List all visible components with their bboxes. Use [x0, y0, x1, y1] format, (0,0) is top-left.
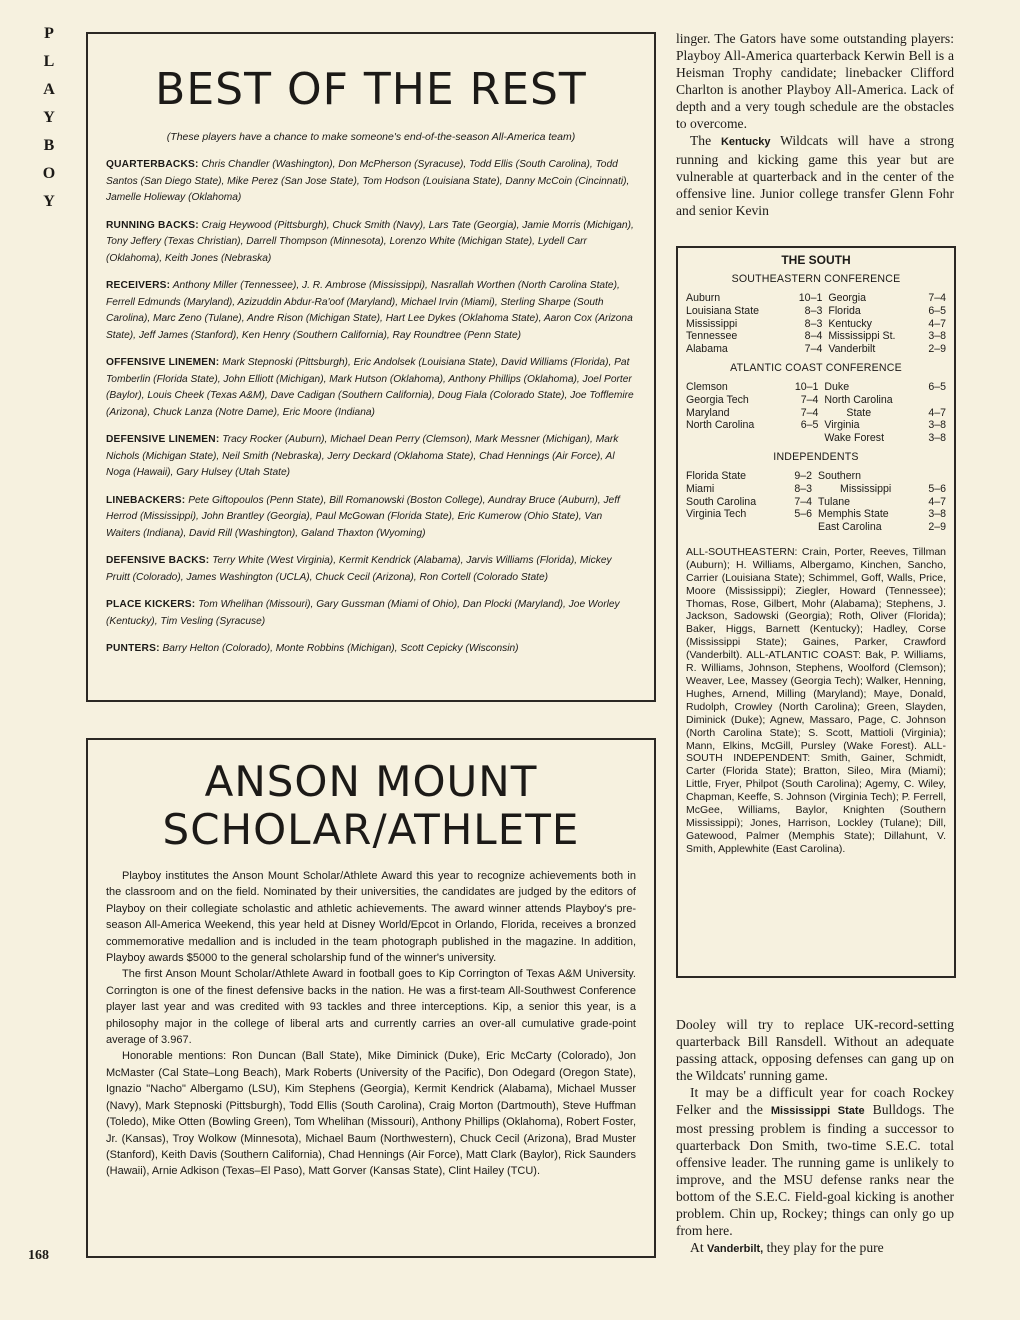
standings-row [686, 343, 946, 356]
team-record: 4–7 [928, 406, 946, 419]
conference-title: INDEPENDENTS [773, 450, 859, 463]
team-record: 8–3 [804, 317, 823, 330]
position-group [106, 278, 636, 344]
standings-row [686, 419, 946, 432]
team-name: Florida State [686, 469, 747, 482]
team-name: Tennessee [686, 330, 738, 343]
standings-row [686, 483, 946, 496]
standings-row [686, 508, 946, 521]
position-group [106, 493, 636, 543]
team-record: 7–4 [800, 406, 819, 419]
team-record: 7–4 [794, 495, 813, 508]
team-record: 4–7 [928, 317, 946, 330]
all-conference-list: ALL-SOUTHEASTERN: Crain, Porter, Reeves, Tillman (Auburn); H. Williams, Albergamo, Kinchen, Sancho, Carrier (Louisiana State); Schimmel, Goff, Walls, Price, Moore (Mississippi); Ziegler, Howard (Tennessee); Thomas, Rose, Gilbert, Mohr (Alabama); Stephens, J. Jackson, Sadowski (Georgia); Roth, Oliver (Florida); Baker, Higgs, Barnett (Kentucky); Hadley, Corse (Mississippi State); Gaines, Parker, Crawford (Vanderbilt). ALL-ATLANTIC COAST: Bak, P. Williams, R. Williams, Johnson, Stephens, Woolford (Clemson); Weaver, Lee, Massey (Georgia Tech); Walker, Henning, Hughes, Arnend, Milling (Maryland); Maye, Donald, Rudolph, Crowley (North Carolina); Green, Slayden, Diminick (Duke); Agnew, Massaro, Page, C. Johnson (North Carolina State); S. Scott, Mattioli (Virginia); Mann, Elkins, McGill, Pursley (Wake Forest). ALL-SOUTH INDEPENDENT: Smith, Gainer, Schmidt, Carter (Florida State); Bratton, Sileo, Mira (Miami); Little, Fryer, Philpot (South Carolina); Agemy, C. Wiley, Chapman, Keeffe, S. Johnson (Virginia Tech); P. Ferrell, McGee, Williams, Baylor, Knighten (Southern Mississippi); Jones, Harrison, Lockley (Tulane); Dill, Gatewood, Palmer (Memphis State); Dillahunt, V. Smith, Applewhite (East Carolina). [686, 545, 946, 855]
team-name: Louisiana State [686, 304, 760, 317]
team-record: 7–4 [928, 292, 946, 304]
position-group [106, 355, 636, 421]
position-label: LINEBACKERS: [106, 494, 186, 506]
team-name: Virginia [824, 419, 860, 432]
standings-table [686, 381, 946, 445]
team-name: Auburn [686, 292, 721, 304]
best-subtitle: (These players have a chance to make someone's end-of-the-season All-America team) [166, 131, 576, 143]
team-name: Georgia Tech [686, 393, 749, 406]
team-record: 5–6 [928, 482, 946, 495]
team-name: Miami [686, 482, 715, 495]
position-label: PUNTERS: [106, 643, 160, 654]
position-players: Mark Stepnoski (Pittsburgh), Eric Andolsek (Louisiana State), David Williams (Florida), Pat Tomberlin (Florida State), John Elliott (Michigan), Mark Hutson (Oklahoma), Anthony Phillips (Oklahoma), Joel Porter (Baylor), Louis Cheek (Texas A&M), Dave Cadigan (Southern California), Doug Fiala (Colorado State), Joe Tofflemire (Arizona), Chuck Lanza (Notre Dame), Eric Moore (Indiana) [106, 357, 634, 418]
team-name: Tulane [818, 495, 851, 508]
team-record: 10–1 [798, 292, 823, 304]
team-name: Clemson [686, 380, 728, 393]
article-paragraph: At Vanderbilt, they play for the pure [690, 1240, 884, 1255]
standings-row [686, 470, 946, 483]
anson-title [106, 758, 636, 854]
position-label: QUARTERBACKS: [106, 159, 199, 170]
team-name: Florida [828, 304, 861, 317]
position-label: RUNNING BACKS: [106, 219, 199, 231]
team-record: 3–8 [928, 432, 946, 445]
standings-row [686, 330, 946, 343]
team-name: Georgia [828, 292, 867, 304]
team-name: South Carolina [686, 495, 757, 508]
standings-row [686, 407, 946, 420]
standings-row [686, 305, 946, 318]
team-name: State [846, 406, 872, 419]
team-name: Virginia Tech [686, 508, 747, 521]
position-group [106, 597, 636, 630]
standings-row [686, 432, 946, 445]
position-label: RECEIVERS: [106, 280, 171, 291]
position-group [106, 157, 636, 207]
anson-paragraph: Playboy institutes the Anson Mount Scholar/Athlete Award this year to recognize achievements both in the classroom and on the field. Nominated by their universities, the candidates are judged by the editors of Playboy on their collegiate scholastic and athletic achievements. The award winner attends Playboy's pre-season All-America Weekend, this year held at Disney World/Epcot in Orlando, Florida, receives a bronzed commemorative medallion and is included in the team photograph published in the magazine. In addition, Playboy awards $5000 to the general scholarship fund of the winner's university. [106, 870, 636, 965]
magazine-side-label: P L A Y B O Y [42, 25, 56, 210]
team-name: Mississippi [840, 482, 892, 495]
anson-paragraph: Honorable mentions: Ron Duncan (Ball State), Mike Diminick (Duke), Eric McCarty (Colorado), Jon McMaster (Cal State–Long Beach), Mark Roberts (University of the Pacific), Don Odegard (Oregon State), Ignazio "Nacho" Albergamo (LSU), Kim Stephens (Georgia), Kermit Kendrick (Alabama), Michael Musser (Navy), Mark Stepnoski (Pittsburgh), Todd Ellis (South Carolina), Craig Morton (Dartmouth), Steve Huffman (Toledo), Mike Otten (Bowling Green), Tom Whelihan (Missouri), Anthony Phillips (Oklahoma), Robert Foster, Jr. (Kansas), Troy Wolkow (Minnesota), Michael Baum (Northwestern), Chuck Cecil (Arizona), Brad Muster (Stanford), Keith Davis (Southern California), Chad Hennings (Air Force), Matt Clark (Baylor), Rick Saunders (Hawaii), Arnie Adkison (Texas–El Paso), Matt Gorver (Kansas State), Clint Hailey (TCU). [106, 1050, 636, 1178]
anson-title-line1: ANSON MOUNT [204, 757, 538, 806]
team-name [686, 432, 783, 445]
position-players: Barry Helton (Colorado), Monte Robbins (Michigan), Scott Cepicky (Wisconsin) [162, 643, 519, 654]
team-record: 3–8 [928, 508, 946, 521]
team-name: Mississippi [686, 317, 738, 330]
team-record: 3–8 [928, 419, 946, 432]
team-record: 6–5 [928, 304, 946, 317]
team-name: Southern [818, 469, 862, 482]
position-label: DEFENSIVE BACKS: [106, 555, 210, 566]
standings-row [686, 381, 946, 394]
article-paragraph: Dooley will try to replace UK-record-setting quarterback Bill Ransdell. Without an adequate passing attack, opposing defenses can gang up on the Wildcats' running game. [676, 1017, 954, 1083]
anson-body [106, 868, 636, 1180]
team-name: East Carolina [818, 521, 882, 534]
position-players: Pete Giftopoulos (Penn State), Bill Romanowski (Boston College), Aundray Bruce (Auburn), Jeff Herrod (Mississippi), John Brantley (Georgia), Paul McGowan (Florida State), Eric Kumerow (Ohio State), Van Waiters (Indiana), David Rill (Washington), Galand Thaxton (Wyoming) [106, 494, 620, 539]
article-column-bottom [676, 1016, 954, 1258]
team-record: 2–9 [928, 521, 946, 534]
position-group [106, 432, 636, 482]
team-record: 3–8 [928, 330, 946, 343]
article-paragraph: The Kentucky Wildcats will have a strong running and kicking game this year but are vulnerable at quarterback and in the center of the offensive line. Junior college transfer Glenn Fohr and senior Kevin [676, 133, 954, 218]
team-record: 8–3 [804, 304, 823, 317]
best-title: BEST OF THE REST [155, 64, 587, 115]
standings-row [686, 394, 946, 407]
position-players: Terry White (West Virginia), Kermit Kendrick (Alabama), Jarvis Williams (Florida), Mickey Pruitt (Colorado), James Washington (UCLA), Chuck Cecil (Arizona), Ron Cortell (Colorado State) [106, 555, 612, 583]
school-name: Mississippi State [770, 1105, 865, 1117]
position-label: DEFENSIVE LINEMEN: [106, 434, 220, 445]
team-name: Alabama [686, 343, 728, 356]
team-record: 2–9 [928, 343, 946, 356]
team-name: Memphis State [818, 508, 889, 521]
position-players: Tracy Rocker (Auburn), Michael Dean Perry (Clemson), Mark Messner (Michigan), Mark Nichols (Michigan State), Neil Smith (Nebraska), Jerry Deckard (Oklahoma State), Chad Hennings (Air Force), Al Noga (Hawaii), Gary Hulsey (Utah State) [106, 434, 619, 478]
south-standings-box [676, 246, 956, 978]
team-record: 7–4 [800, 393, 819, 406]
team-record [783, 432, 825, 445]
team-name: Kentucky [828, 317, 872, 330]
article-paragraph: It may be a difficult year for coach Rockey Felker and the Mississippi State Bulldogs. The most pressing problem is finding a successor to quarterback Don Smith, two-time S.E.C. total offensive leader. The running game is unlikely to improve, and the MSU defense ranks near the bottom of the S.E.C. Field-goal kicking is another problem. Chin up, Rockey; things can only go up from here. [676, 1085, 954, 1238]
team-name: Mississippi St. [828, 330, 896, 343]
team-record: 6–5 [928, 380, 946, 393]
team-record [785, 521, 818, 534]
team-name: Maryland [686, 406, 730, 419]
team-record: 5–6 [794, 508, 813, 521]
best-of-the-rest-box [86, 32, 656, 702]
anson-paragraph: The first Anson Mount Scholar/Athlete Award in football goes to Kip Corrington of Texas A&M University. Corrington is one of the finest defensive backs in the nation. He was a first-team All-Southwest Conference player last year and was credited with 93 tackles and three interceptions. Kip, a senior this year, is a philosophy major in the college of liberal arts and currently carries an over-all cumulative grade-point average of 3.967. [106, 968, 636, 1047]
article-column-top [676, 30, 954, 219]
anson-mount-box [86, 738, 656, 1258]
team-record [921, 394, 946, 407]
standings-table [686, 470, 946, 534]
school-name: Vanderbilt, [707, 1243, 764, 1255]
team-name: Vanderbilt [828, 343, 876, 356]
standings-table [686, 292, 946, 356]
position-players: Tom Whelihan (Missouri), Gary Gussman (Miami of Ohio), Dan Plocki (Maryland), Joe Worley (Kentucky), Tim Vesling (Syracuse) [106, 599, 620, 627]
position-players: Chris Chandler (Washington), Don McPherson (Syracuse), Todd Ellis (South Carolina), Todd Santos (San Diego State), Mike Perez (San Jose State), Tom Hodson (Louisiana State), Danny McCoin (Cincinnati), Jamelle Holieway (Oklahoma) [106, 159, 630, 203]
team-record: 9–2 [794, 469, 813, 482]
position-label: PLACE KICKERS: [106, 599, 196, 610]
position-group [106, 218, 636, 268]
team-record: 6–5 [800, 419, 819, 432]
position-label: OFFENSIVE LINEMEN: [106, 357, 220, 368]
position-players: Craig Heywood (Pittsburgh), Chuck Smith (Navy), Lars Tate (Georgia), Jamie Morris (Michigan), Tony Jeffery (Texas Christian), Darrell Thompson (Minnesota), Lorenzo White (Michigan State), Lydell Carr (Oklahoma), Keith Jones (Nebraska) [106, 219, 634, 264]
conference-title: SOUTHEASTERN CONFERENCE [731, 273, 901, 285]
team-record: 10–1 [794, 380, 819, 393]
standings-row [686, 521, 946, 534]
team-name [686, 521, 785, 534]
team-record [921, 470, 946, 483]
team-name: North Carolina [686, 419, 755, 432]
team-name: Wake Forest [824, 432, 885, 445]
standings-row [686, 496, 946, 509]
standings-row [686, 292, 946, 305]
team-record: 4–7 [928, 495, 946, 508]
page-number: 168 [28, 1248, 49, 1263]
position-group [106, 641, 636, 658]
school-name: Kentucky [720, 136, 771, 148]
standings-row [686, 318, 946, 331]
position-players: Anthony Miller (Tennessee), J. R. Ambrose (Mississippi), Nasrallah Worthen (North Carolina State), Ferrell Edmunds (Maryland), Azizuddin Abdur-Ra'oof (Maryland), Michael Irvin (Miami), Sterling Sharpe (South Carolina), Marc Zeno (Tulane), Andre Rison (Michigan State), Hart Lee Dykes (Oklahoma State), Aaron Cox (Arizona State), Jeff James (Stanford), Ken Henry (Southern California), Ray Roundtree (Penn State) [106, 280, 633, 341]
anson-title-line2: SCHOLAR/ATHLETE [162, 805, 580, 854]
team-record: 7–4 [804, 343, 823, 356]
team-record: 8–3 [794, 482, 813, 495]
team-name: Duke [824, 380, 850, 393]
team-name: North Carolina [824, 393, 893, 406]
south-title: THE SOUTH [781, 253, 851, 267]
team-record: 8–4 [804, 330, 823, 343]
article-paragraph: linger. The Gators have some outstanding players: Playboy All-America quarterback Kerwin Bell is a Heisman Trophy candidate; linebacker Clifford Charlton is another Playboy All-America. Lack of depth and a very tough schedule are the obstacles to overcome. [676, 31, 954, 131]
position-group [106, 553, 636, 586]
conference-title: ATLANTIC COAST CONFERENCE [730, 361, 902, 374]
